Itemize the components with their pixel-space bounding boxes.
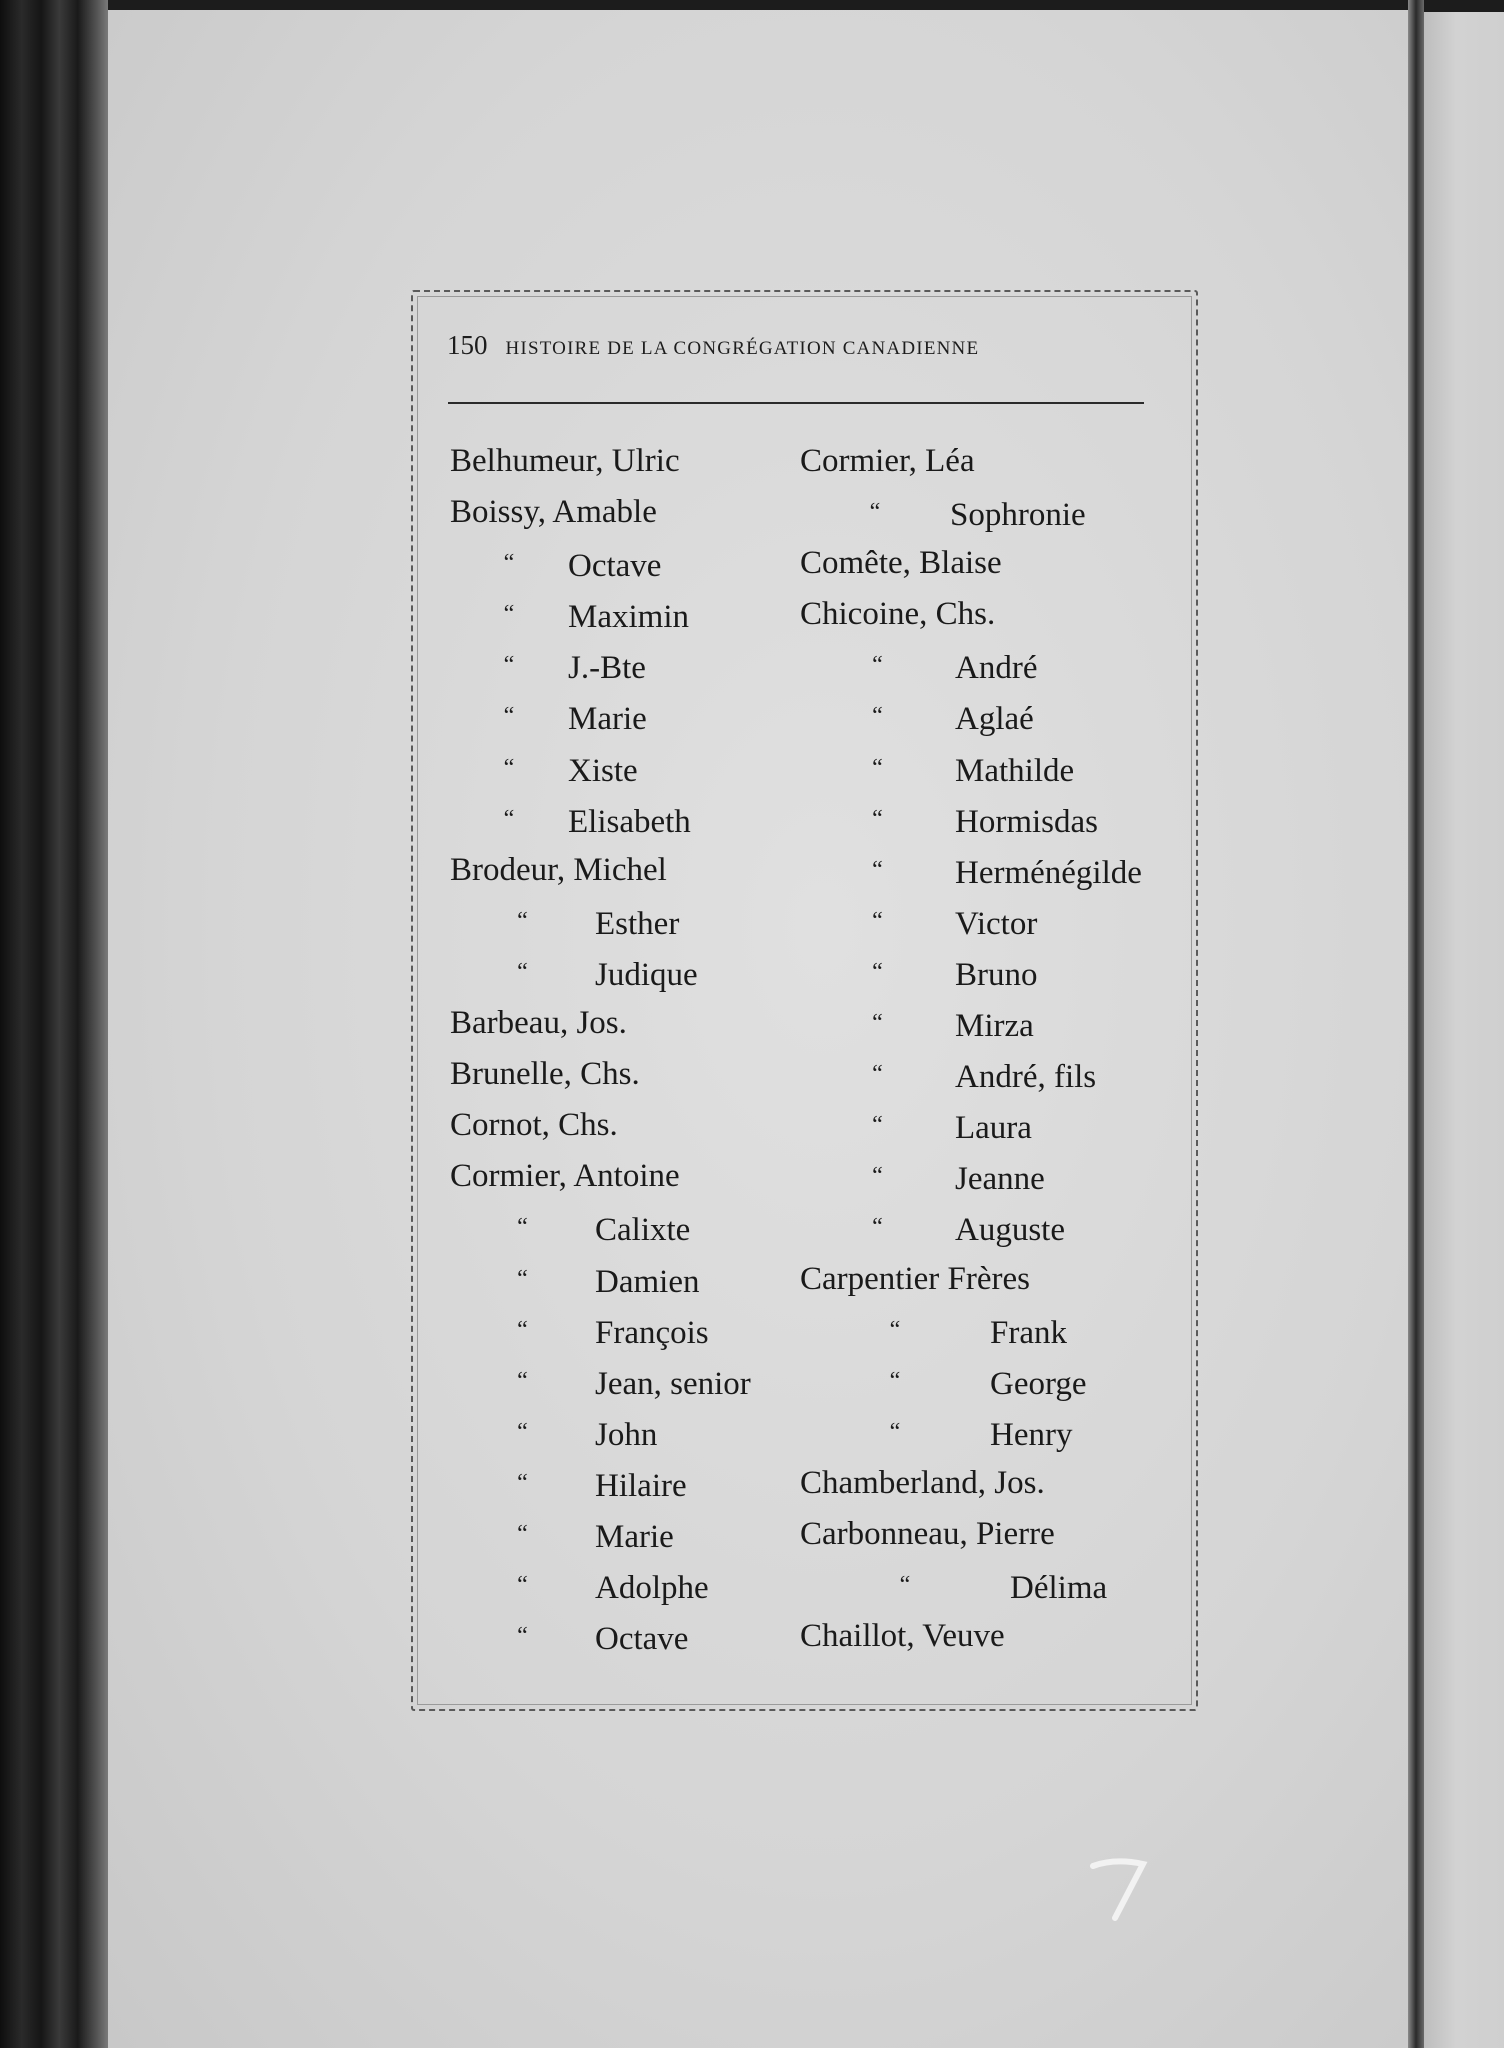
name-text: Mathilde <box>955 752 1075 789</box>
name-text: Chaillot, Veuve <box>800 1618 1005 1655</box>
name-text: Jean, senior <box>595 1365 751 1402</box>
ditto-mark: “ <box>872 1061 883 1088</box>
name-entry <box>450 794 751 845</box>
name-entry <box>450 1356 751 1407</box>
name-text: Brunelle, Chs. <box>450 1056 640 1093</box>
name-text: John <box>595 1416 658 1453</box>
ditto-mark: “ <box>517 1316 528 1343</box>
name-entry <box>450 1100 751 1151</box>
name-entry <box>450 589 751 640</box>
name-entry <box>800 1560 1142 1611</box>
ditto-mark: “ <box>503 805 515 832</box>
ditto-mark: “ <box>872 1163 883 1190</box>
name-entry <box>450 691 751 742</box>
name-entry <box>800 1458 1142 1509</box>
ditto-mark: “ <box>517 1469 528 1496</box>
name-entry <box>800 1611 1142 1662</box>
name-entry <box>800 1151 1142 1202</box>
name-text: Marie <box>595 1518 674 1555</box>
name-entry <box>800 794 1142 845</box>
name-text: Hormisdas <box>955 803 1098 840</box>
name-text: André <box>955 650 1038 687</box>
name-text: Judique <box>595 956 698 993</box>
name-text: Herménégilde <box>955 854 1142 891</box>
ditto-mark: “ <box>517 1623 528 1650</box>
ditto-mark: “ <box>517 1265 528 1292</box>
ditto-mark: “ <box>872 754 883 781</box>
name-text: Cormier, Léa <box>800 443 975 479</box>
ditto-mark: “ <box>872 1112 883 1139</box>
name-text: Xiste <box>568 752 638 789</box>
name-text: Laura <box>955 1110 1032 1147</box>
name-text: Victor <box>955 905 1038 942</box>
ditto-mark: “ <box>517 1214 528 1241</box>
book-gutter <box>1408 0 1424 2048</box>
page-number: 150 <box>447 330 488 360</box>
name-text: Calixte <box>595 1212 691 1249</box>
ditto-mark: “ <box>872 958 883 985</box>
name-entry <box>800 1100 1142 1151</box>
name-text: Cormier, Antoine <box>450 1158 680 1195</box>
ditto-mark: “ <box>517 1418 528 1445</box>
name-text: Délima <box>1010 1570 1108 1607</box>
name-entry <box>450 1305 751 1356</box>
book-page-edges <box>0 0 108 2048</box>
name-entry <box>450 896 751 947</box>
name-entry <box>800 1356 1142 1407</box>
names-column-right <box>800 436 1142 1662</box>
ditto-mark: “ <box>872 907 883 934</box>
name-entry <box>800 896 1142 947</box>
name-entry <box>450 998 751 1049</box>
next-page-edge <box>1424 12 1504 2048</box>
name-text: Boissy, Amable <box>450 494 657 531</box>
ditto-mark: “ <box>872 805 883 832</box>
name-text: J.-Bte <box>568 650 646 687</box>
name-entry <box>450 1254 751 1305</box>
ditto-mark: “ <box>872 652 883 679</box>
name-text: Comête, Blaise <box>800 545 1002 582</box>
ditto-mark: “ <box>503 754 515 781</box>
name-entry <box>800 998 1142 1049</box>
ditto-mark: “ <box>872 1214 883 1241</box>
name-text: Octave <box>595 1621 689 1658</box>
ditto-mark: “ <box>503 601 515 628</box>
name-text: Marie <box>568 701 647 738</box>
name-entry <box>450 743 751 794</box>
name-entry <box>800 1407 1142 1458</box>
name-text: Chamberland, Jos. <box>800 1464 1045 1501</box>
ditto-mark: “ <box>872 703 883 730</box>
name-entry <box>800 436 1142 487</box>
name-text: Octave <box>568 548 662 585</box>
ditto-mark: “ <box>889 1418 901 1445</box>
name-entry <box>800 947 1142 998</box>
name-text: Esther <box>595 905 680 942</box>
name-text: Hilaire <box>595 1467 687 1504</box>
name-entry <box>450 845 751 896</box>
name-entry <box>450 1560 751 1611</box>
name-entry <box>800 1254 1142 1305</box>
name-text: François <box>595 1314 709 1351</box>
name-text: Adolphe <box>595 1570 709 1607</box>
name-entry <box>450 487 751 538</box>
name-entry <box>800 1509 1142 1560</box>
name-text: André, fils <box>955 1059 1097 1096</box>
header-rule <box>448 402 1144 404</box>
name-text: George <box>990 1365 1087 1402</box>
running-head-title: HISTOIRE DE LA CONGRÉGATION CANADIENNE <box>505 338 980 359</box>
ditto-mark: “ <box>889 1367 901 1394</box>
name-text: Brodeur, Michel <box>450 851 667 888</box>
ditto-mark: “ <box>503 550 515 577</box>
name-entry <box>450 1509 751 1560</box>
name-entry <box>450 1202 751 1253</box>
ditto-mark: “ <box>899 1572 911 1599</box>
name-text: Cornot, Chs. <box>450 1107 618 1144</box>
name-entry <box>450 1407 751 1458</box>
name-entry <box>450 640 751 691</box>
name-text: Jeanne <box>955 1161 1045 1198</box>
name-text: Mirza <box>955 1008 1034 1045</box>
name-text: Damien <box>595 1263 700 1300</box>
ditto-mark: “ <box>517 1520 528 1547</box>
ditto-mark: “ <box>517 958 528 985</box>
name-entry <box>800 743 1142 794</box>
name-text: Barbeau, Jos. <box>450 1005 627 1042</box>
name-entry <box>450 1611 751 1662</box>
name-entry <box>450 1151 751 1202</box>
ditto-mark: “ <box>517 1572 528 1599</box>
name-text: Henry <box>990 1416 1073 1453</box>
name-entry <box>800 538 1142 589</box>
name-entry <box>800 1305 1142 1356</box>
name-text: Maximin <box>568 599 689 636</box>
pencil-mark <box>1085 1848 1155 1928</box>
name-text: Carpentier Frères <box>800 1260 1030 1297</box>
name-entry <box>800 1202 1142 1253</box>
name-entry <box>450 1458 751 1509</box>
name-entry <box>800 640 1142 691</box>
name-entry <box>800 589 1142 640</box>
name-text: Carbonneau, Pierre <box>800 1515 1055 1552</box>
name-text: Sophronie <box>950 497 1086 534</box>
ditto-mark: “ <box>869 499 881 526</box>
ditto-mark: “ <box>517 1367 528 1394</box>
name-entry <box>450 1049 751 1100</box>
name-entry <box>450 947 751 998</box>
name-text: Elisabeth <box>568 803 691 840</box>
name-text: Bruno <box>955 956 1038 993</box>
running-head <box>447 330 1167 361</box>
name-text: Frank <box>990 1314 1067 1351</box>
name-entry <box>800 845 1142 896</box>
name-entry <box>800 1049 1142 1100</box>
ditto-mark: “ <box>872 1010 883 1037</box>
ditto-mark: “ <box>517 907 528 934</box>
name-text: Aglaé <box>955 701 1034 738</box>
name-entry <box>450 436 751 487</box>
name-entry <box>800 487 1142 538</box>
name-entry <box>800 691 1142 742</box>
ditto-mark: “ <box>503 652 515 679</box>
name-text: Belhumeur, Ulric <box>450 443 680 479</box>
ditto-mark: “ <box>889 1316 901 1343</box>
names-column-left <box>450 436 751 1662</box>
ditto-mark: “ <box>503 703 515 730</box>
name-entry <box>450 538 751 589</box>
name-text: Chicoine, Chs. <box>800 596 996 633</box>
ditto-mark: “ <box>872 856 883 883</box>
name-text: Auguste <box>955 1212 1065 1249</box>
